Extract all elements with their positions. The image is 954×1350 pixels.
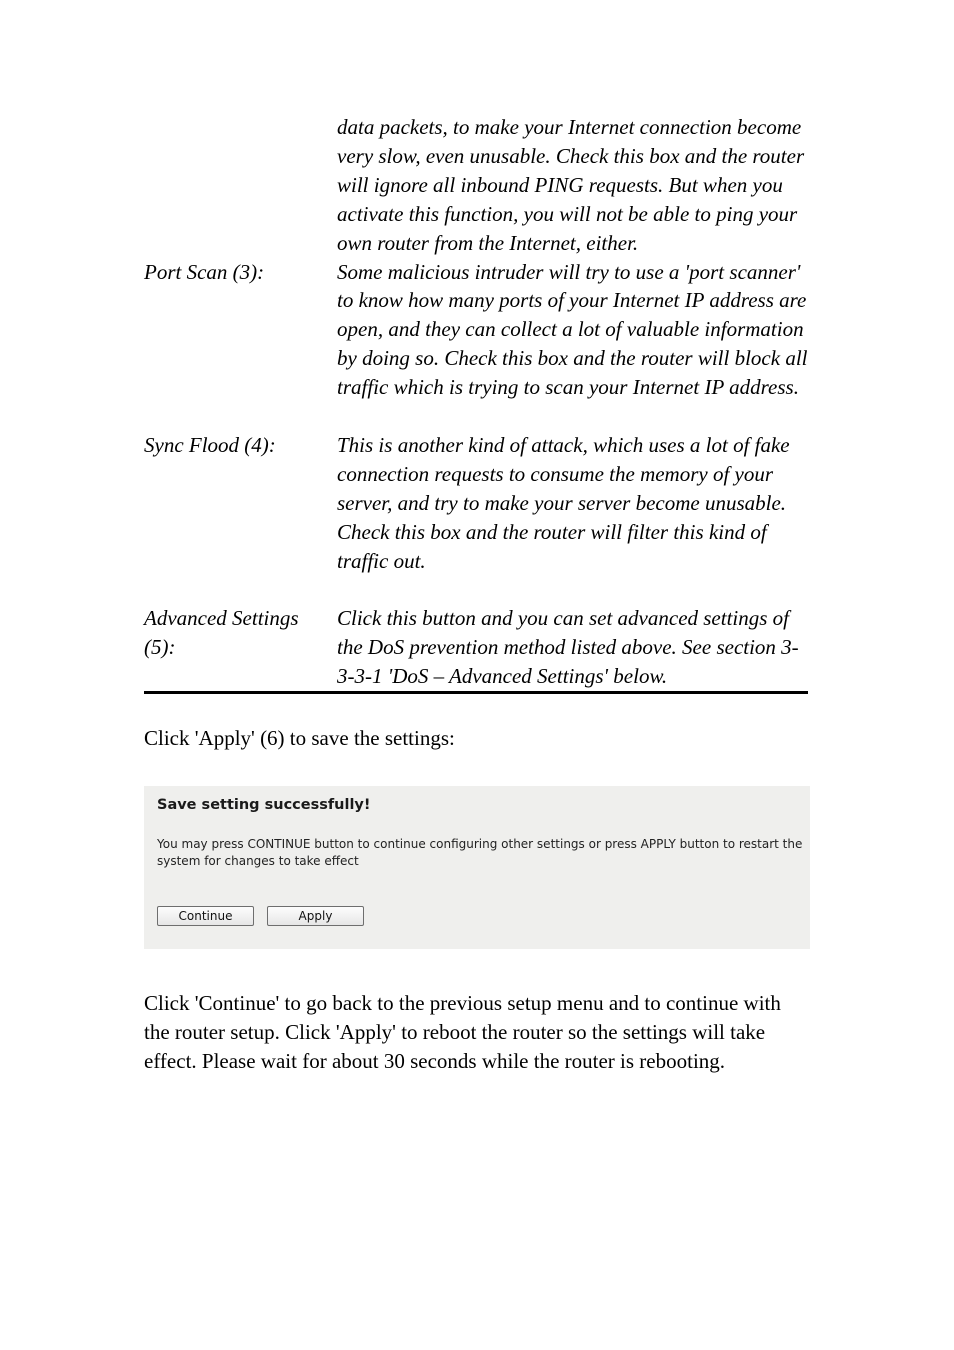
apply-button[interactable]: Apply [267, 906, 364, 926]
definition-row [144, 113, 810, 258]
definition-term: Advanced Settings (5): [144, 606, 299, 660]
screenshot-title: Save setting successfully! [157, 797, 371, 813]
definition-desc: This is another kind of attack, which uses a lot of fake connection requests to consume the memory of your server, and try to make your server become unusable. Check this box and the router will filter this kind of traffic out. [337, 432, 790, 573]
definition-term: Sync Flood (4): [144, 432, 276, 457]
document-page [144, 113, 810, 1076]
screenshot-message: You may press CONTINUE button to continue configuring other settings or press APPLY button to restart the system for changes to take effect [157, 837, 803, 868]
definition-term [144, 113, 337, 258]
definition-row [144, 431, 810, 576]
definition-list [144, 113, 810, 691]
table-bottom-rule [144, 691, 808, 694]
continue-button[interactable]: Continue [157, 906, 254, 926]
definition-desc: Click this button and you can set advanced settings of the DoS prevention method listed above. See section 3-3-3-1 'DoS – Advanced Settings' below. [337, 606, 799, 689]
definition-row [144, 604, 810, 691]
closing-paragraph: Click 'Continue' to go back to the previous setup menu and to continue with the router setup. Click 'Apply' to reboot the router so the settings will take effect. Please wait for about 30 seconds while the router is rebooting. [144, 991, 781, 1073]
definition-desc: data packets, to make your Internet connection become very slow, even unusable. Check this box and the router will ignore all inbound PING requests. But when you activate this function, you will not be able to ping your own router from the Internet, either. [337, 115, 805, 255]
definition-term: Port Scan (3): [144, 259, 265, 284]
definition-desc: Some malicious intruder will try to use a 'port scanner' to know how many ports of your Internet IP address are open, and they can collect a lot of valuable information by doing so. Check this box and the router will block all traffic which is trying to scan your Internet IP address. [337, 259, 808, 400]
save-success-screenshot [144, 786, 810, 949]
apply-instruction: Click 'Apply' (6) to save the settings: [144, 726, 455, 751]
definition-row [144, 258, 810, 403]
